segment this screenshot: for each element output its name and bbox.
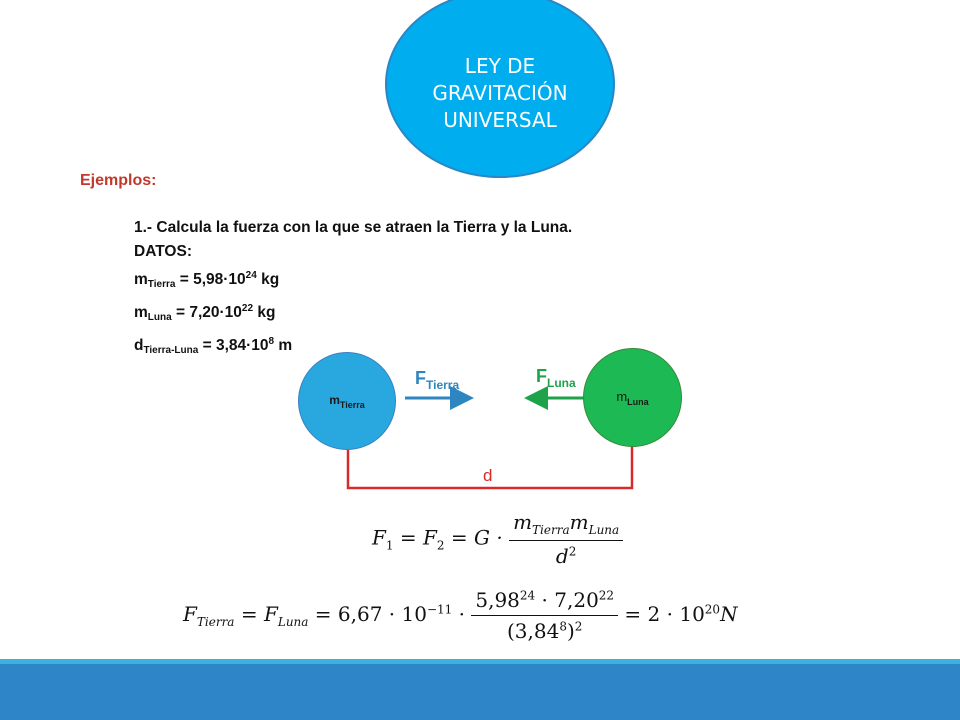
exponent: 22 (241, 303, 254, 314)
eq2-constant-exp: −11 (426, 602, 453, 617)
eq2-fraction (471, 588, 618, 643)
equation-general (372, 510, 623, 568)
symbol: m (616, 388, 628, 404)
eq2-denominator (471, 616, 618, 643)
equation-numeric (183, 588, 738, 643)
eq-denominator (509, 541, 623, 568)
examples-label: Ejemplos: (80, 172, 157, 189)
den-sup: 2 (568, 544, 577, 559)
num-m1: m (513, 510, 533, 534)
subscript: Luna (547, 376, 576, 390)
subscript: Luna (627, 396, 649, 407)
symbol: m (134, 271, 148, 288)
earth-label (329, 393, 365, 410)
moon-circle (583, 348, 682, 447)
eq-f2-sub: 2 (436, 538, 445, 553)
data-header: DATOS: (134, 243, 192, 260)
force-earth-label (415, 368, 459, 392)
num-m2: m (569, 510, 589, 534)
num-b-exp: 22 (598, 588, 615, 603)
eq-f1-sub: 1 (385, 538, 394, 553)
eq-fraction (509, 510, 623, 568)
eq2-f-earth-sub: Tierra (196, 615, 235, 629)
footer-bar (0, 664, 960, 720)
den-open: (3,84 (507, 619, 560, 643)
eq2-f-moon-sub: Luna (277, 615, 309, 629)
den-d: d (555, 544, 569, 568)
subscript: Tierra (147, 279, 176, 290)
symbol: F (536, 366, 547, 386)
eq2-result-exp: 20 (704, 602, 721, 617)
unit: m (274, 337, 293, 354)
eq-equals: = (393, 525, 424, 550)
den-sup: 2 (574, 619, 583, 634)
symbol: m (134, 304, 148, 321)
symbol: F (415, 368, 426, 388)
eq2-constant: = 6,67 · 10 (308, 602, 427, 626)
num-a-exp: 24 (519, 588, 536, 603)
unit: kg (253, 304, 276, 321)
num-m1-sub: Tierra (532, 523, 570, 537)
force-moon-label (536, 366, 576, 390)
moon-label (616, 389, 648, 407)
eq-f1: F (372, 525, 386, 550)
eq2-unit: N (720, 602, 738, 626)
eq-g: = G · (444, 525, 510, 550)
eq-numerator (509, 510, 623, 541)
distance-label: d (483, 466, 493, 485)
eq2-equals: = (234, 602, 264, 626)
eq2-numerator (471, 588, 618, 616)
value: = 3,84·10 (198, 337, 269, 354)
unit: kg (256, 271, 280, 288)
subscript: Tierra (426, 378, 460, 392)
eq2-f-earth: F (183, 602, 197, 626)
eq-f2: F (423, 525, 437, 550)
den-exp: 8 (559, 619, 567, 634)
value: = 7,20·10 (171, 304, 242, 321)
exponent: 24 (245, 270, 257, 281)
symbol: m (329, 392, 340, 407)
eq2-dot: · (452, 602, 472, 626)
eq2-result: = 2 · 10 (618, 602, 705, 626)
eq2-f-moon: F (263, 602, 278, 626)
symbol: d (134, 337, 144, 354)
num-a: 5,98 (475, 588, 520, 612)
title-line-3: UNIVERSAL (443, 107, 557, 132)
den-close: ) (566, 619, 575, 643)
num-b: · 7,20 (535, 588, 599, 612)
subscript: Tierra-Luna (143, 345, 199, 356)
exponent: 8 (268, 336, 275, 347)
value: = 5,98·10 (175, 271, 246, 288)
title-line-2: GRAVITACIÓN (432, 80, 568, 105)
num-m2-sub: Luna (588, 523, 620, 537)
title-line-1: LEY DE (464, 53, 536, 78)
subscript: Tierra (339, 399, 365, 410)
earth-circle (298, 352, 396, 450)
problem-statement: 1.- Calcula la fuerza con la que se atraen la Tierra y la Luna. (134, 219, 573, 236)
subscript: Luna (147, 312, 172, 323)
